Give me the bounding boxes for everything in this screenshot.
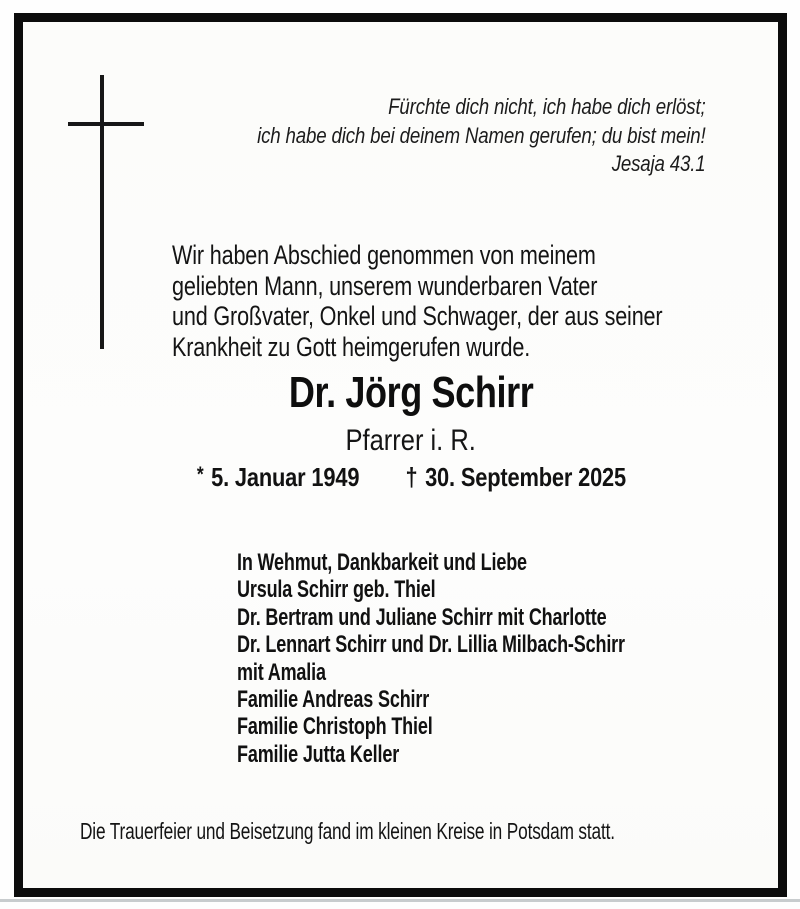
quote-line: ich habe dich bei deinem Namen gerufen; du bist mein! xyxy=(256,122,705,148)
deceased-name: Dr. Jörg Schirr xyxy=(288,368,534,417)
birth-date-group xyxy=(196,462,358,493)
scan-artifact-line xyxy=(0,899,800,902)
cross-icon xyxy=(100,75,104,349)
quote-line: Fürchte dich nicht, ich habe dich erlöst; xyxy=(387,94,705,119)
deceased-title: Pfarrer i. R. xyxy=(345,424,477,457)
scripture-quote xyxy=(257,93,705,179)
deceased-title-row xyxy=(23,424,777,458)
mourners-line: Dr. Bertram und Juliane Schirr mit Charlotte xyxy=(237,603,607,631)
quote-attribution: Jesaja 43.1 xyxy=(611,151,705,176)
mourners-line: Familie Andreas Schirr xyxy=(237,686,430,714)
mourners-line: Dr. Lennart Schirr und Dr. Lillia Milbach-Schirr xyxy=(237,631,625,659)
birth-date: 5. Januar 1949 xyxy=(210,462,359,492)
intro-line: Wir haben Abschied genommen von meinem xyxy=(172,240,596,270)
funeral-info-line: Die Trauerfeier und Beisetzung fand im kleinen Kreise in Potsdam statt. xyxy=(80,818,615,844)
death-date-group xyxy=(405,462,626,493)
mourners-line: mit Amalia xyxy=(237,658,326,686)
cross-icon xyxy=(68,122,144,126)
deceased-name-row xyxy=(23,368,777,418)
death-date: 30. September 2025 xyxy=(424,462,626,492)
birth-star-symbol: * xyxy=(196,463,204,486)
farewell-paragraph xyxy=(172,240,662,362)
intro-line: und Großvater, Onkel und Schwager, der aus seiner xyxy=(172,301,663,331)
intro-line: Krankheit zu Gott heimgerufen wurde. xyxy=(172,331,531,362)
mourners-line: In Wehmut, Dankbarkeit und Liebe xyxy=(237,549,527,576)
death-cross-symbol: † xyxy=(405,462,418,492)
mourners-list xyxy=(237,549,625,768)
intro-line: geliebten Mann, unserem wunderbaren Vater xyxy=(172,270,598,301)
mourners-line: Familie Christoph Thiel xyxy=(237,713,433,741)
life-dates-row xyxy=(23,462,777,493)
mourners-line: Ursula Schirr geb. Thiel xyxy=(237,576,436,604)
life-dates xyxy=(196,462,625,493)
mourners-line: Familie Jutta Keller xyxy=(237,740,400,768)
